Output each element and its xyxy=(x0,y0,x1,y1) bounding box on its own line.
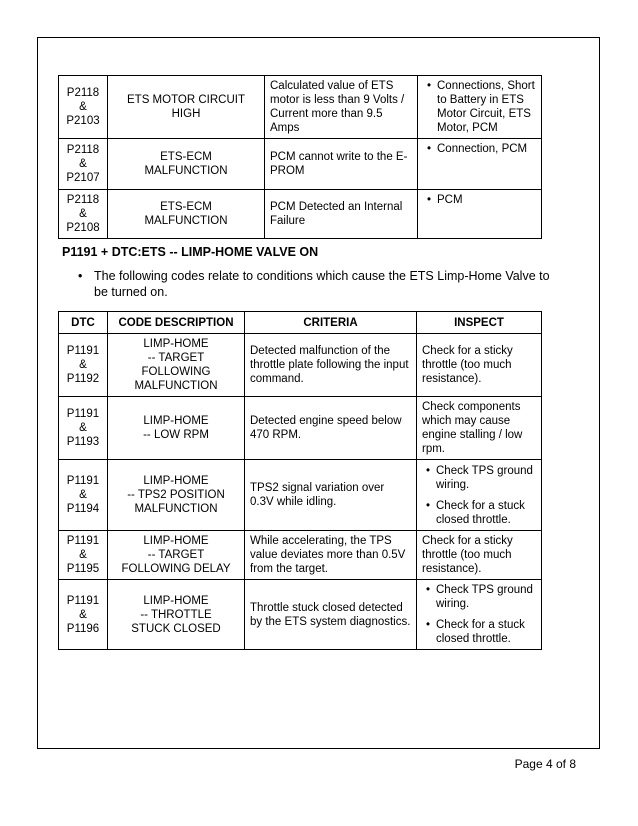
table-row xyxy=(59,139,542,190)
inspect-item: • Connection, PCM xyxy=(437,142,536,156)
criteria-cell: TPS2 signal variation over 0.3V while idling. xyxy=(245,460,417,531)
description-cell: LIMP-HOME -- TARGET FOLLOWING MALFUNCTION xyxy=(108,334,245,397)
criteria-cell: PCM Detected an Internal Failure xyxy=(265,190,418,239)
dtc-cell: P1191 & P1194 xyxy=(59,460,108,531)
table-row xyxy=(59,397,542,460)
dtc-cell: P2118 & P2108 xyxy=(59,190,108,239)
table-row xyxy=(59,76,542,139)
inspect-item: • Check TPS ground wiring. xyxy=(436,464,536,492)
inspect-item: • Check for a stuck closed throttle. xyxy=(436,618,536,646)
inspect-cell: Check components which may cause engine stalling / low rpm. xyxy=(417,397,542,460)
description-cell: ETS-ECM MALFUNCTION xyxy=(108,190,265,239)
dtc-cell: P1191 & P1192 xyxy=(59,334,108,397)
criteria-cell: Detected engine speed below 470 RPM. xyxy=(245,397,417,460)
inspect-cell xyxy=(418,190,542,239)
dtc-cell: P2118 & P2103 xyxy=(59,76,108,139)
header-dtc: DTC xyxy=(59,312,108,334)
criteria-cell: Throttle stuck closed detected by the ETS system diagnostics. xyxy=(245,580,417,650)
criteria-cell: While accelerating, the TPS value deviates more than 0.5V from the target. xyxy=(245,531,417,580)
dtc-cell: P1191 & P1193 xyxy=(59,397,108,460)
table-row xyxy=(59,580,542,650)
limp-home-dtc-table xyxy=(58,311,542,650)
description-cell: LIMP-HOME -- THROTTLE STUCK CLOSED xyxy=(108,580,245,650)
inspect-item: • Check TPS ground wiring. xyxy=(436,583,536,611)
dtc-cell: P1191 & P1195 xyxy=(59,531,108,580)
inspect-cell: Check for a sticky throttle (too much resistance). xyxy=(417,531,542,580)
table-header-row xyxy=(59,312,542,334)
table-row xyxy=(59,190,542,239)
inspect-cell xyxy=(417,580,542,650)
criteria-cell: PCM cannot write to the E-PROM xyxy=(265,139,418,190)
inspect-cell xyxy=(418,139,542,190)
page-number: Page 4 of 8 xyxy=(514,757,576,771)
inspect-item: • Connections, Short to Battery in ETS Motor Circuit, ETS Motor, PCM xyxy=(437,79,536,135)
header-code-description: CODE DESCRIPTION xyxy=(108,312,245,334)
header-inspect: INSPECT xyxy=(417,312,542,334)
ets-dtc-table xyxy=(58,75,542,239)
table-row xyxy=(59,460,542,531)
inspect-cell: Check for a sticky throttle (too much resistance). xyxy=(417,334,542,397)
inspect-item: • PCM xyxy=(437,193,536,207)
dtc-cell: P1191 & P1196 xyxy=(59,580,108,650)
dtc-cell: P2118 & P2107 xyxy=(59,139,108,190)
header-criteria: CRITERIA xyxy=(245,312,417,334)
inspect-cell xyxy=(418,76,542,139)
inspect-cell xyxy=(417,460,542,531)
inspect-item: • Check for a stuck closed throttle. xyxy=(436,499,536,527)
description-cell: LIMP-HOME -- TARGET FOLLOWING DELAY xyxy=(108,531,245,580)
description-cell: ETS-ECM MALFUNCTION xyxy=(108,139,265,190)
table-row xyxy=(59,531,542,580)
bullet-icon: • xyxy=(78,269,83,283)
table-row xyxy=(59,334,542,397)
description-cell: LIMP-HOME -- TPS2 POSITION MALFUNCTION xyxy=(108,460,245,531)
criteria-cell: Detected malfunction of the throttle plate following the input command. xyxy=(245,334,417,397)
description-cell: LIMP-HOME -- LOW RPM xyxy=(108,397,245,460)
description-cell: ETS MOTOR CIRCUIT HIGH xyxy=(108,76,265,139)
section-heading: P1191 + DTC:ETS -- LIMP-HOME VALVE ON xyxy=(62,245,319,259)
section-intro: • The following codes relate to conditions which cause the ETS Limp-Home Valve to be turned on. xyxy=(78,269,550,299)
criteria-cell: Calculated value of ETS motor is less than 9 Volts / Current more than 9.5 Amps xyxy=(265,76,418,139)
